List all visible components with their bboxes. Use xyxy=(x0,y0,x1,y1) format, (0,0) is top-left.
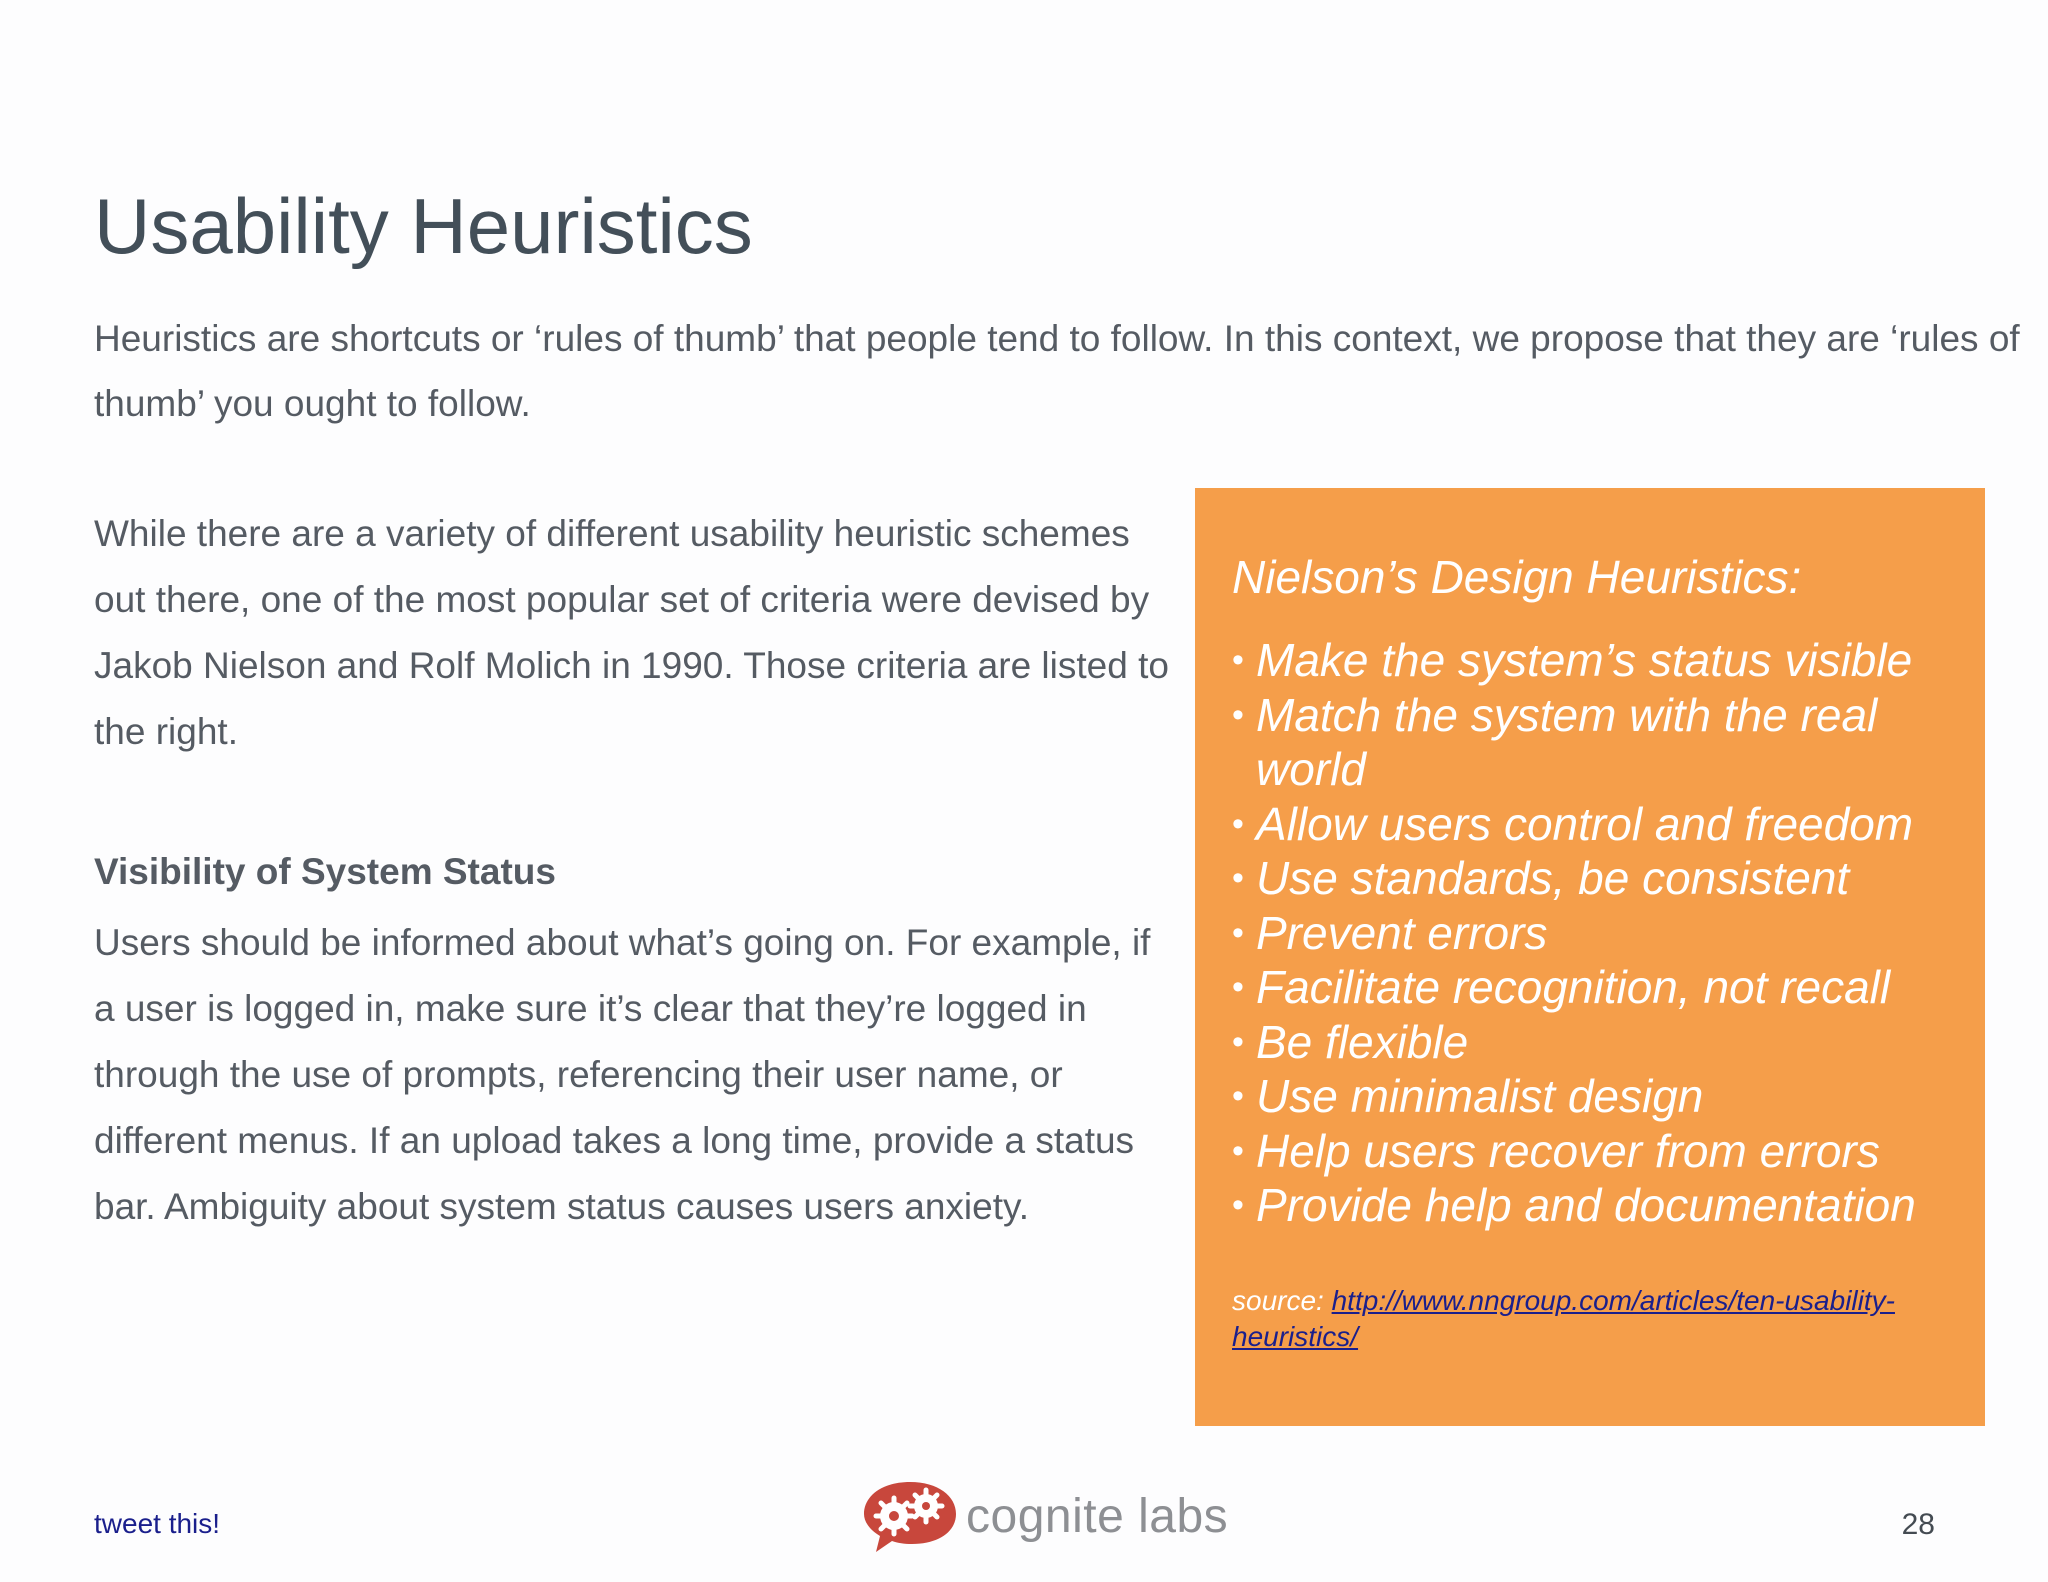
bullet-icon: • xyxy=(1232,1022,1244,1061)
heuristic-label: Provide help and documentation xyxy=(1256,1179,1916,1232)
list-item xyxy=(1232,960,1955,1015)
heuristic-label: Use standards, be consistent xyxy=(1256,852,1850,905)
callout-heading: Nielson’s Design Heuristics: xyxy=(1232,551,1802,603)
heuristic-label: Match the system with the real world xyxy=(1256,688,1878,796)
gears-speech-bubble-icon xyxy=(860,1478,960,1554)
bullet-icon: • xyxy=(1232,641,1244,680)
logo-text: cognite labs xyxy=(966,1489,1229,1543)
page-number: 28 xyxy=(1901,1508,1935,1541)
intro-paragraph: Heuristics are shortcuts or ‘rules of thumb’ that people tend to follow. In this context, we propose that they are ‘rules of thumb’ you ought to follow. xyxy=(94,318,2020,424)
list-item xyxy=(1232,1178,1955,1233)
bullet-icon: • xyxy=(1232,859,1244,898)
bullet-icon: • xyxy=(1232,913,1244,952)
heuristic-label: Be flexible xyxy=(1256,1015,1469,1068)
heuristic-label: Allow users control and freedom xyxy=(1256,797,1914,850)
bullet-icon: • xyxy=(1232,1186,1244,1225)
cognite-labs-logo xyxy=(860,1478,1228,1554)
section-heading: Visibility of System Status xyxy=(94,851,556,892)
section-body: Users should be informed about what’s going on. For example, if a user is logged in, make sure it’s clear that they’re logged in through the use of prompts, referencing their user name, or different menus. If an upload takes a long time, provide a status bar. Ambiguity about system status causes users anxiety. xyxy=(94,922,1151,1227)
list-item xyxy=(1232,797,1955,852)
bullet-icon: • xyxy=(1232,968,1244,1007)
heuristics-list xyxy=(1232,633,1955,1233)
bullet-icon: • xyxy=(1232,1131,1244,1170)
list-item xyxy=(1232,633,1955,688)
list-item xyxy=(1232,1015,1955,1070)
heuristics-callout xyxy=(1195,488,1985,1426)
bullet-icon: • xyxy=(1232,695,1244,734)
list-item xyxy=(1232,688,1955,797)
heuristic-label: Help users recover from errors xyxy=(1256,1124,1880,1177)
tweet-this-link[interactable]: tweet this! xyxy=(94,1508,221,1539)
bullet-icon: • xyxy=(1232,804,1244,843)
body-paragraph: While there are a variety of different usability heuristic schemes out there, one of the most popular set of criteria were devised by Jakob Nielson and Rolf Molich in 1990. Those criteria are listed to the right. xyxy=(94,513,1169,752)
list-item xyxy=(1232,851,1955,906)
heuristic-label: Facilitate recognition, not recall xyxy=(1256,961,1891,1014)
source-link[interactable]: http://www.nngroup.com/articles/ten-usability-heuristics/ xyxy=(1232,1284,1895,1352)
heuristic-label: Use minimalist design xyxy=(1256,1070,1704,1123)
list-item xyxy=(1232,1124,1955,1179)
source-citation xyxy=(1232,1283,1955,1355)
heuristic-label: Make the system’s status visible xyxy=(1256,634,1913,687)
list-item xyxy=(1232,1069,1955,1124)
slide-title: Usability Heuristics xyxy=(94,182,753,270)
bullet-icon: • xyxy=(1232,1077,1244,1116)
heuristic-label: Prevent errors xyxy=(1256,906,1548,959)
source-label: source: xyxy=(1232,1284,1324,1316)
list-item xyxy=(1232,906,1955,961)
